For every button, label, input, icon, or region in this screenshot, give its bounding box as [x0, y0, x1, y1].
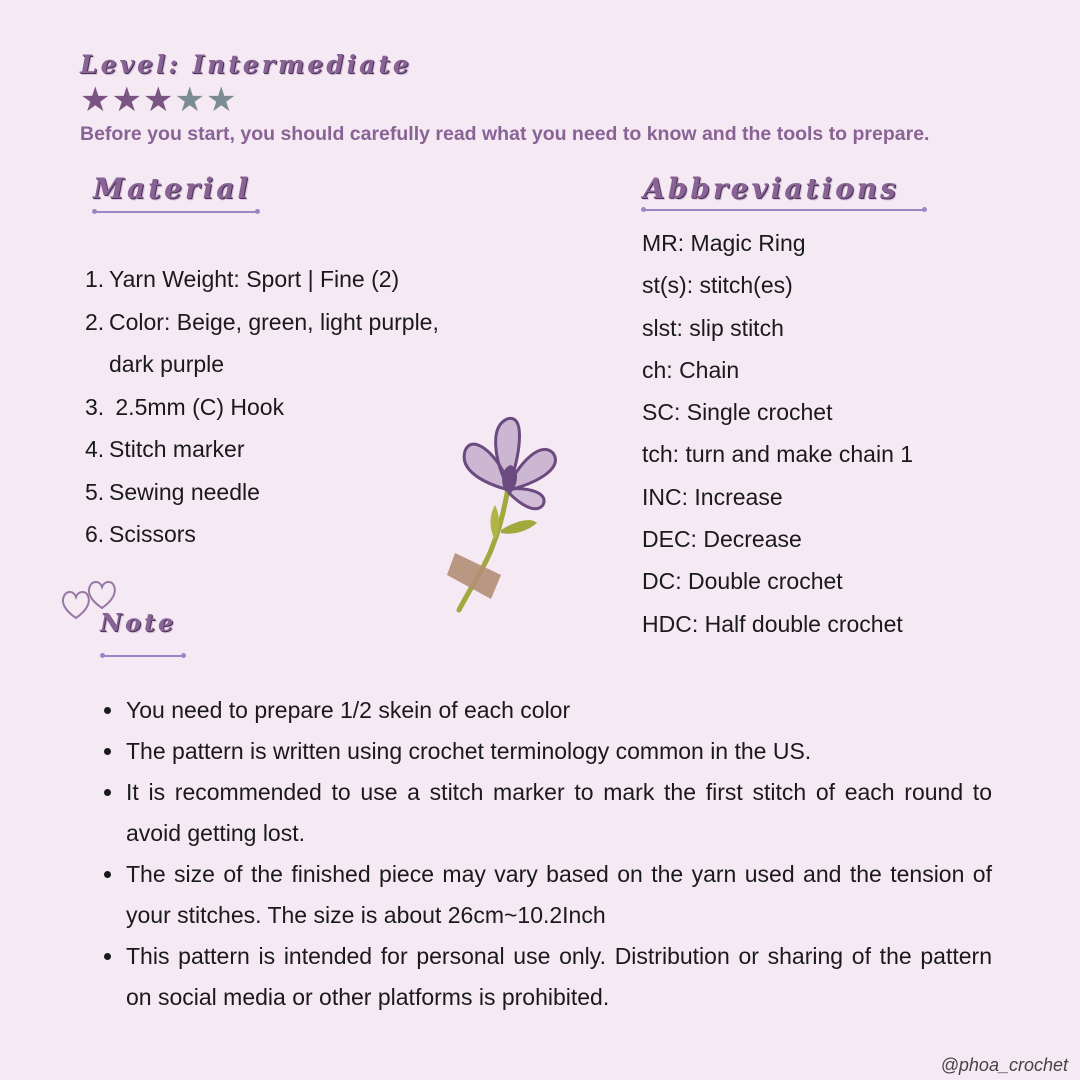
material-item-text: Color: Beige, green, light purple, dark purple	[109, 308, 439, 377]
material-heading: Material	[93, 172, 252, 205]
intro-text: Before you start, you should carefully read what you need to know and the tools to prepare.	[80, 123, 930, 145]
material-item-text: Scissors	[109, 521, 196, 547]
material-item	[85, 428, 489, 471]
abbreviation-item: st(s): stitch(es)	[642, 272, 793, 299]
star-filled-icon: ★	[80, 81, 112, 119]
abbreviation-item: slst: slip stitch	[642, 314, 784, 341]
note-item: The pattern is written using crochet terminology common in the US.	[100, 731, 992, 772]
material-item-number: 1.	[85, 266, 105, 292]
note-heading: Note	[100, 608, 177, 637]
material-item-number: 4.	[85, 436, 105, 462]
material-item	[85, 258, 489, 301]
watermark: @phoa_crochet	[940, 1055, 1068, 1075]
note-item: It is recommended to use a stitch marker to mark the first stitch of each round to avoid getting lost.	[100, 772, 992, 854]
notes-list	[100, 690, 992, 1018]
material-item	[85, 471, 489, 514]
abbreviation-item: MR: Magic Ring	[642, 230, 806, 256]
note-item: You need to prepare 1/2 skein of each color	[100, 690, 992, 731]
material-item-number: 3.	[85, 393, 105, 420]
star-empty-icon: ★	[174, 81, 206, 119]
abbreviation-item: INC: Increase	[642, 483, 783, 510]
material-item-number: 5.	[85, 478, 105, 505]
material-item-number: 2.	[85, 308, 105, 335]
material-item-number: 6.	[85, 521, 105, 547]
abbreviation-item: ch: Chain	[642, 356, 740, 383]
abbreviation-item: DEC: Decrease	[642, 526, 802, 553]
abbreviation-item: tch: turn and make chain 1	[642, 441, 914, 468]
material-item	[85, 386, 489, 429]
star-filled-icon: ★	[111, 81, 143, 119]
material-item-text: 2.5mm (C) Hook	[109, 393, 285, 420]
taped-flower-icon	[445, 405, 565, 615]
abbreviations-heading: Abbreviations	[643, 172, 899, 205]
note-divider	[102, 655, 184, 657]
material-item-text: Yarn Weight: Sport | Fine (2)	[109, 266, 400, 292]
star-empty-icon: ★	[205, 81, 238, 119]
abbreviation-item: SC: Single crochet	[642, 399, 833, 426]
abbreviation-item: HDC: Half double crochet	[642, 610, 903, 637]
star-filled-icon: ★	[142, 81, 175, 119]
abbreviation-item: DC: Double crochet	[642, 568, 843, 595]
abbreviations-list	[642, 222, 913, 645]
note-item: The size of the finished piece may vary based on the yarn used and the tension of your stitches. The size is about 26cm~10.2Inch	[100, 854, 992, 936]
material-item	[85, 513, 489, 556]
level-title: Level: Intermediate	[80, 50, 412, 79]
material-item-text: Sewing needle	[109, 478, 260, 505]
abbreviations-divider	[643, 209, 925, 211]
material-list	[85, 258, 489, 556]
material-item	[85, 301, 489, 386]
difficulty-rating	[80, 80, 237, 120]
note-item: This pattern is intended for personal use only. Distribution or sharing of the pattern on social media or other platforms is prohibited.	[100, 936, 992, 1018]
material-divider	[94, 211, 258, 213]
material-item-text: Stitch marker	[109, 436, 245, 462]
